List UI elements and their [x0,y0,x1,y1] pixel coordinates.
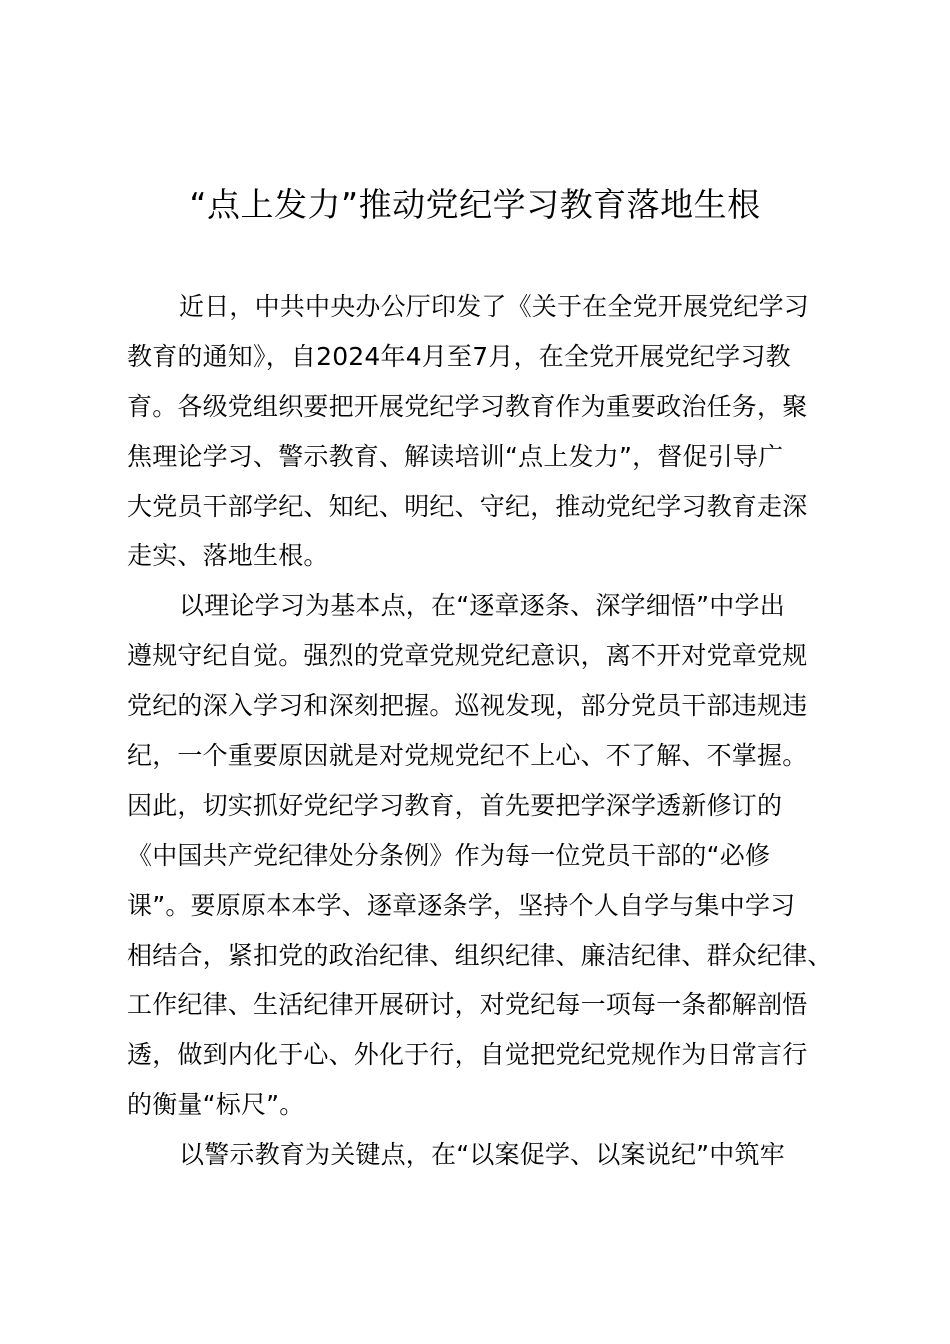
body-line: 遵规守纪自觉。强烈的党章党规党纪意识，离不开对党章党规 [127,641,808,671]
body-line: 纪，一个重要原因就是对党规党纪不上心、不了解、不掌握。 [127,741,808,771]
body-line: 党纪的深入学习和深刻把握。巡视发现，部分党员干部违规违 [127,691,808,721]
body-line: 教育的通知》，自2024年4月至7月，在全党开展党纪学习教 [127,341,791,371]
body-line: 透，做到内化于心、外化于行，自觉把党纪党规作为日常言行 [127,1040,808,1070]
body-line: 育。各级党组织要把开展党纪学习教育作为重要政治任务，聚 [127,391,808,421]
body-line: 《中国共产党纪律处分条例》作为每一位党员干部的“必修 [127,840,771,870]
body-line: 走实、落地生根。 [127,541,329,571]
document-title: “点上发力”推动党纪学习教育落地生根 [189,185,761,224]
body-line: 以警示教育为关键点，在“以案促学、以案说纪”中筑牢 [179,1140,785,1170]
body-line: 的衡量“标尺”。 [127,1090,305,1120]
body-line: 课”。要原原本本学、逐章逐条学，坚持个人自学与集中学习 [127,890,796,920]
body-line: 以理论学习为基本点，在“逐章逐条、深学细悟”中学出 [179,591,785,621]
document-body [127,282,847,1180]
body-line: 相结合，紧扣党的政治纪律、组织纪律、廉洁纪律、群众纪律、 [127,940,833,970]
body-line: 焦理论学习、警示教育、解读培训“点上发力”，督促引导广 [127,441,784,471]
body-line: 因此，切实抓好党纪学习教育，首先要把学深学透新修订的 [127,790,783,820]
body-line: 大党员干部学纪、知纪、明纪、守纪，推动党纪学习教育走深 [127,491,808,521]
body-line: 工作纪律、生活纪律开展研讨，对党纪每一项每一条都解剖悟 [127,990,808,1020]
body-line: 近日，中共中央办公厅印发了《关于在全党开展党纪学习 [179,292,810,321]
